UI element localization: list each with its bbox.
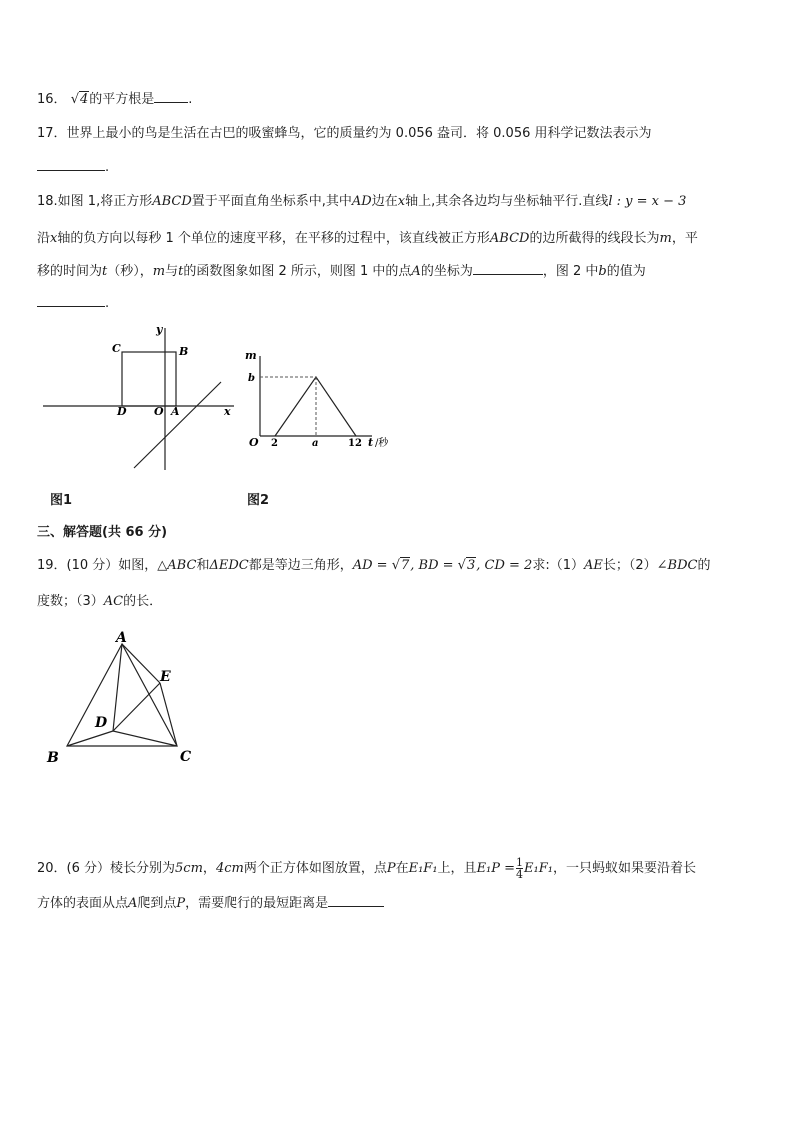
label-x: x [224, 405, 231, 418]
label-D: D [95, 715, 108, 731]
triangle-abc [67, 644, 177, 746]
figure-1-coordinate-plane [40, 322, 240, 472]
label-a: a [312, 438, 319, 449]
answer-blank [37, 158, 105, 171]
label-E: E [160, 669, 171, 685]
question-17: 17．世界上最小的鸟是生活在古巴的吸蜜蜂鸟，它的质量约为 0.056 盎司．将 0.056 用科学记数法表示为 [37, 126, 652, 141]
answer-blank [154, 90, 188, 103]
segment-ae [122, 644, 160, 683]
figure-3-triangles [40, 628, 210, 774]
label-b: b [248, 373, 255, 384]
question-18-line4: . [37, 294, 109, 313]
label-B: B [179, 345, 189, 358]
fraction-one-quarter: $\frac{1}{4}$ [516, 856, 524, 881]
question-18-line1: 18.如图 1,将正方形ABCD置于平面直角坐标系中,其中AD边在x轴上,其余各边均与坐标轴平行.直线l : y = x − 3 [37, 194, 687, 209]
label-A: A [116, 630, 127, 646]
question-20-line2: 方体的表面从点A爬到点P，需要爬行的最短距离是 [37, 894, 384, 913]
label-C: C [180, 749, 192, 765]
line-l [134, 382, 221, 468]
label-C: C [112, 342, 121, 355]
label-y: y [156, 323, 163, 336]
label-A: A [171, 405, 180, 418]
sqrt-expression: √4 [70, 92, 89, 107]
label-2: 2 [271, 438, 278, 449]
label-O: O [154, 405, 164, 418]
label-D: D [117, 405, 127, 418]
question-18-line3: 移的时间为t（秒），m与t的函数图象如图 2 所示，则图 1 中的点A的坐标为 ，图 2 中b的值为 [37, 264, 646, 279]
question-18-line2: 沿x轴的负方向以每秒 1 个单位的速度平移，在平移的过程中，该直线被正方形ABCD的边所截得的线段长为m，平 [37, 231, 698, 246]
figure-1-caption: 图1 [50, 493, 73, 508]
segment-ec [160, 683, 177, 746]
label-O: O [249, 436, 259, 449]
answer-blank [473, 262, 543, 275]
question-19-line2: 度数；（3）AC的长． [37, 594, 163, 609]
answer-blank [37, 294, 105, 307]
question-20-line1: 20．(6 分）棱长分别为5cm，4cm两个正方体如图放置，点P在E₁F₁上，且E₁P = $\frac{1}{4}$ E₁F₁，一只蚂蚁如果要沿着长 [37, 856, 696, 881]
answer-blank [328, 894, 384, 907]
section-heading: 三、解答题(共 66 分) [37, 525, 168, 540]
question-16: 16． √4的平方根是 . [37, 92, 193, 107]
figure-2-caption: 图2 [247, 493, 270, 508]
label-t: t [368, 436, 374, 449]
segment-dc [113, 731, 177, 746]
square-abcd [122, 352, 176, 406]
label-B: B [47, 750, 59, 766]
segment-de [113, 683, 160, 731]
label-12: 12 [348, 438, 362, 449]
question-17-answer: . [37, 158, 109, 177]
question-19-line1: 19．(10 分）如图，△ABC和ΔEDC都是等边三角形，AD = √7, BD = √3, CD = 2求:（1）AE长；（2）∠BDC的 [37, 558, 711, 573]
figure-2-function-graph [244, 342, 404, 452]
label-unit: /秒 [375, 438, 389, 449]
label-m: m [245, 349, 257, 362]
